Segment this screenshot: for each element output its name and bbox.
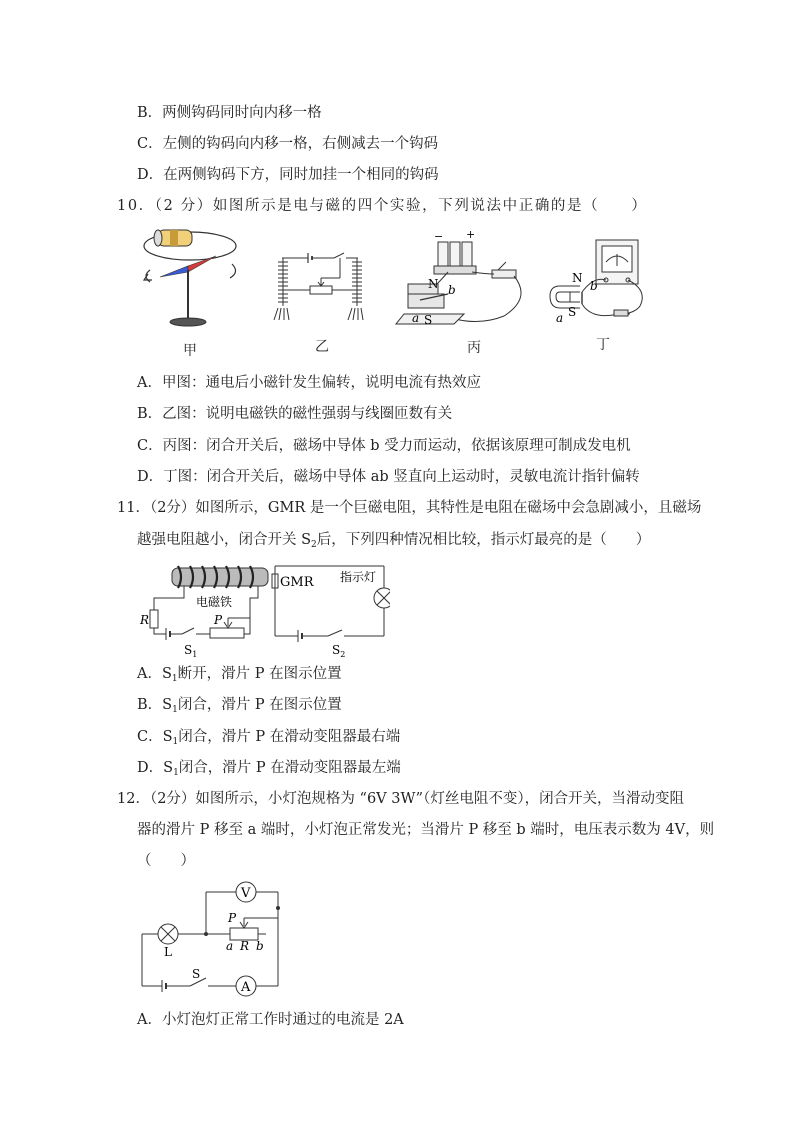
q11-figure: [138, 562, 390, 658]
q10-figure-yi: [268, 250, 378, 330]
q9-option-b: B．两侧钩码同时向内移一格: [137, 105, 322, 121]
q12-figure: [140, 878, 290, 998]
svg-text:S1: $S_1$: [184, 643, 198, 658]
q11-option-b: B．$S_1$闭合，滑片 P 在图示位置: [137, 697, 342, 715]
svg-text:L: L: [164, 945, 172, 959]
svg-text:b: b: [448, 283, 456, 297]
lamp-label: 指示灯: [340, 570, 377, 584]
q11-stem-line1: 11．（2分）如图所示，GMR 是一个巨磁电阻，其特性是电阻在磁场中会急剧减小，且磁场: [117, 500, 702, 516]
q12-option-a: A．小灯泡灯正常工作时通过的电流是 2A: [137, 1012, 404, 1028]
svg-text:S2: $S_2$: [332, 643, 346, 658]
q10-option-c: C．丙图：闭合开关后，磁场中导体 b 受力而运动，依据该原理可制成发电机: [137, 438, 631, 454]
gmr-label: GMR: [280, 575, 314, 590]
svg-text:+: +: [466, 228, 476, 241]
svg-text:b: b: [256, 939, 264, 953]
q10-caption-yi: 乙: [315, 339, 329, 355]
q10-stem: 10．（2 分）如图所示是电与磁的四个实验，下列说法中正确的是（ ）: [117, 198, 648, 214]
svg-text:−: −: [434, 230, 444, 243]
q11-option-d: D．$S_1$闭合，滑片 P 在滑动变阻器最左端: [137, 760, 401, 778]
q10-caption-bing: 丙: [467, 340, 481, 356]
q11-stem-line2: 越强电阻越小，闭合开关 $S_2$后，下列四种情况相比较，指示灯最亮的是（ ）: [137, 532, 651, 550]
q10-caption-ding: 丁: [596, 337, 610, 353]
q9-option-c: C．左侧的钩码向内移一格，右侧减去一个钩码: [137, 136, 439, 152]
svg-text:N: N: [428, 277, 439, 291]
ammeter-label: A: [241, 980, 251, 995]
q12-stem-line3: （ ）: [137, 853, 195, 869]
svg-text:S: S: [192, 967, 201, 981]
q10-figure-bing: [394, 228, 534, 328]
q11-option-c: C．$S_1$闭合，滑片 P 在滑动变阻器最右端: [137, 729, 401, 747]
svg-text:S: S: [568, 305, 577, 319]
svg-text:S: S: [424, 313, 433, 327]
q9-option-d: D．在两侧钩码下方，同时加挂一个相同的钩码: [137, 167, 439, 183]
svg-text:P: P: [214, 613, 223, 627]
electromagnet-label: 电磁铁: [196, 595, 233, 609]
svg-text:a: a: [412, 311, 420, 325]
q10-caption-jia: 甲: [183, 343, 197, 359]
svg-text:P: P: [228, 911, 237, 925]
svg-text:b: b: [590, 279, 598, 293]
svg-text:a: a: [556, 311, 564, 325]
svg-text:R: R: [140, 613, 150, 627]
q10-option-a: A．甲图：通电后小磁针发生偏转，说明电流有热效应: [137, 375, 481, 391]
q10-figure-ding: [544, 236, 654, 326]
q10-option-b: B．乙图：说明电磁铁的磁性强弱与线圈匝数有关: [137, 406, 453, 422]
q12-stem-line2: 器的滑片 P 移至 a 端时，小灯泡正常发光；当滑片 P 移至 b 端时，电压表示数为 4V，则: [137, 822, 715, 838]
svg-text:N: N: [572, 271, 583, 285]
q10-option-d: D．丁图：闭合开关后，磁场中导体 ab 竖直向上运动时，灵敏电流计指针偏转: [137, 469, 640, 485]
svg-text:R: R: [240, 939, 250, 953]
voltmeter-label: V: [241, 886, 251, 901]
q10-figure-jia: [140, 222, 250, 332]
svg-text:a: a: [226, 939, 234, 953]
q11-option-a: A．$S_1$断开，滑片 P 在图示位置: [137, 666, 342, 684]
q12-stem-line1: 12．（2分）如图所示，小灯泡规格为 “6V 3W”（灯丝电阻不变），闭合开关，当滑动变阻: [117, 791, 685, 807]
